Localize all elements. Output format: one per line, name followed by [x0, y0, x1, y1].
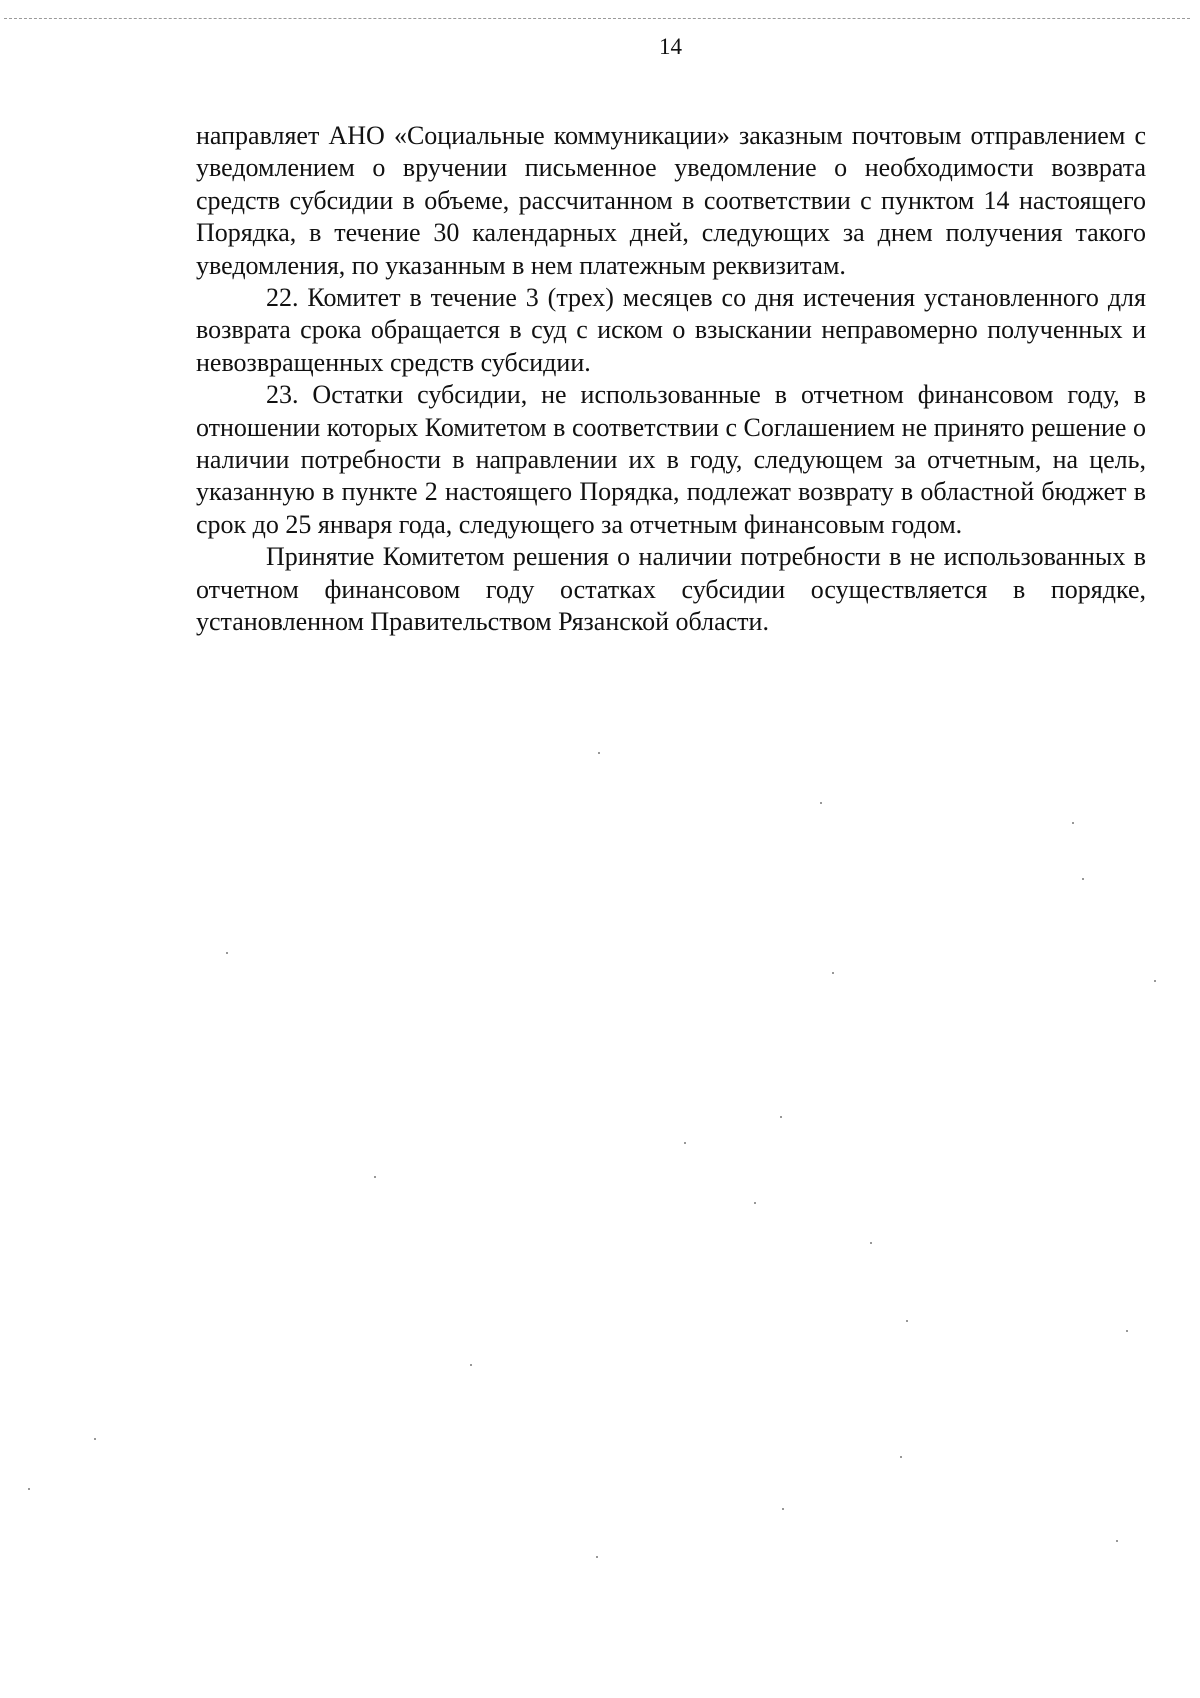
scan-speck: [374, 1176, 376, 1178]
scan-speck: [596, 1556, 598, 1558]
scan-speck: [754, 1202, 756, 1204]
scan-speck: [470, 1364, 472, 1366]
scan-speck: [94, 1438, 96, 1440]
scan-speck: [832, 972, 834, 974]
paragraph-22: 22. Комитет в течение 3 (трех) месяцев со дня истечения установленного для возврата срока обращается в суд с иском о взыскании неправомерно полученных и невозвращенных средств субсидии.: [196, 283, 1146, 377]
page-number: 14: [659, 34, 682, 59]
scan-speck: [1154, 980, 1156, 982]
scan-speck: [780, 1116, 782, 1118]
paragraph-23: 23. Остатки субсидии, не использованные в отчетном финансовом году, в отношении которых Комитетом в соответствии с Соглашением не принято решение о наличии потребности в направлении их в году, следующем за отчетным, на цель, указанную в пункте 2 настоящего Порядка, подлежат возврату в областной бюджет в срок до 25 января года, следующего за отчетным финансовым годом.: [196, 380, 1146, 539]
scan-speck: [782, 1508, 784, 1510]
scan-speck: [906, 1320, 908, 1322]
scan-top-border: [4, 18, 1190, 19]
scan-speck: [1072, 822, 1074, 824]
scan-speck: [820, 802, 822, 804]
scan-speck: [900, 1456, 902, 1458]
scan-speck: [684, 1142, 686, 1144]
scan-speck: [28, 1488, 30, 1490]
scan-speck: [1126, 1330, 1128, 1332]
scan-speck: [598, 752, 600, 754]
paragraph-decision: Принятие Комитетом решения о наличии потребности в не использованных в отчетном финансовом году остатках субсидии осуществляется в порядке, установленном Правительством Рязанской области.: [196, 542, 1146, 637]
document-body: [196, 120, 1146, 639]
scan-speck: [1082, 878, 1084, 880]
paragraph-continuation: направляет АНО «Социальные коммуникации» заказным почтовым отправлением с уведомлением о вручении письменное уведомление о необходимости возврата средств субсидии в объеме, рассчитанном в соответствии с пунктом 14 настоящего Порядка, в течение 30 календарных дней, следующих за днем получения такого уведомления, по указанным в нем платежным реквизитам.: [196, 121, 1146, 280]
scan-speck: [1116, 1540, 1118, 1542]
scan-speck: [226, 952, 228, 954]
scan-speck: [870, 1242, 872, 1244]
